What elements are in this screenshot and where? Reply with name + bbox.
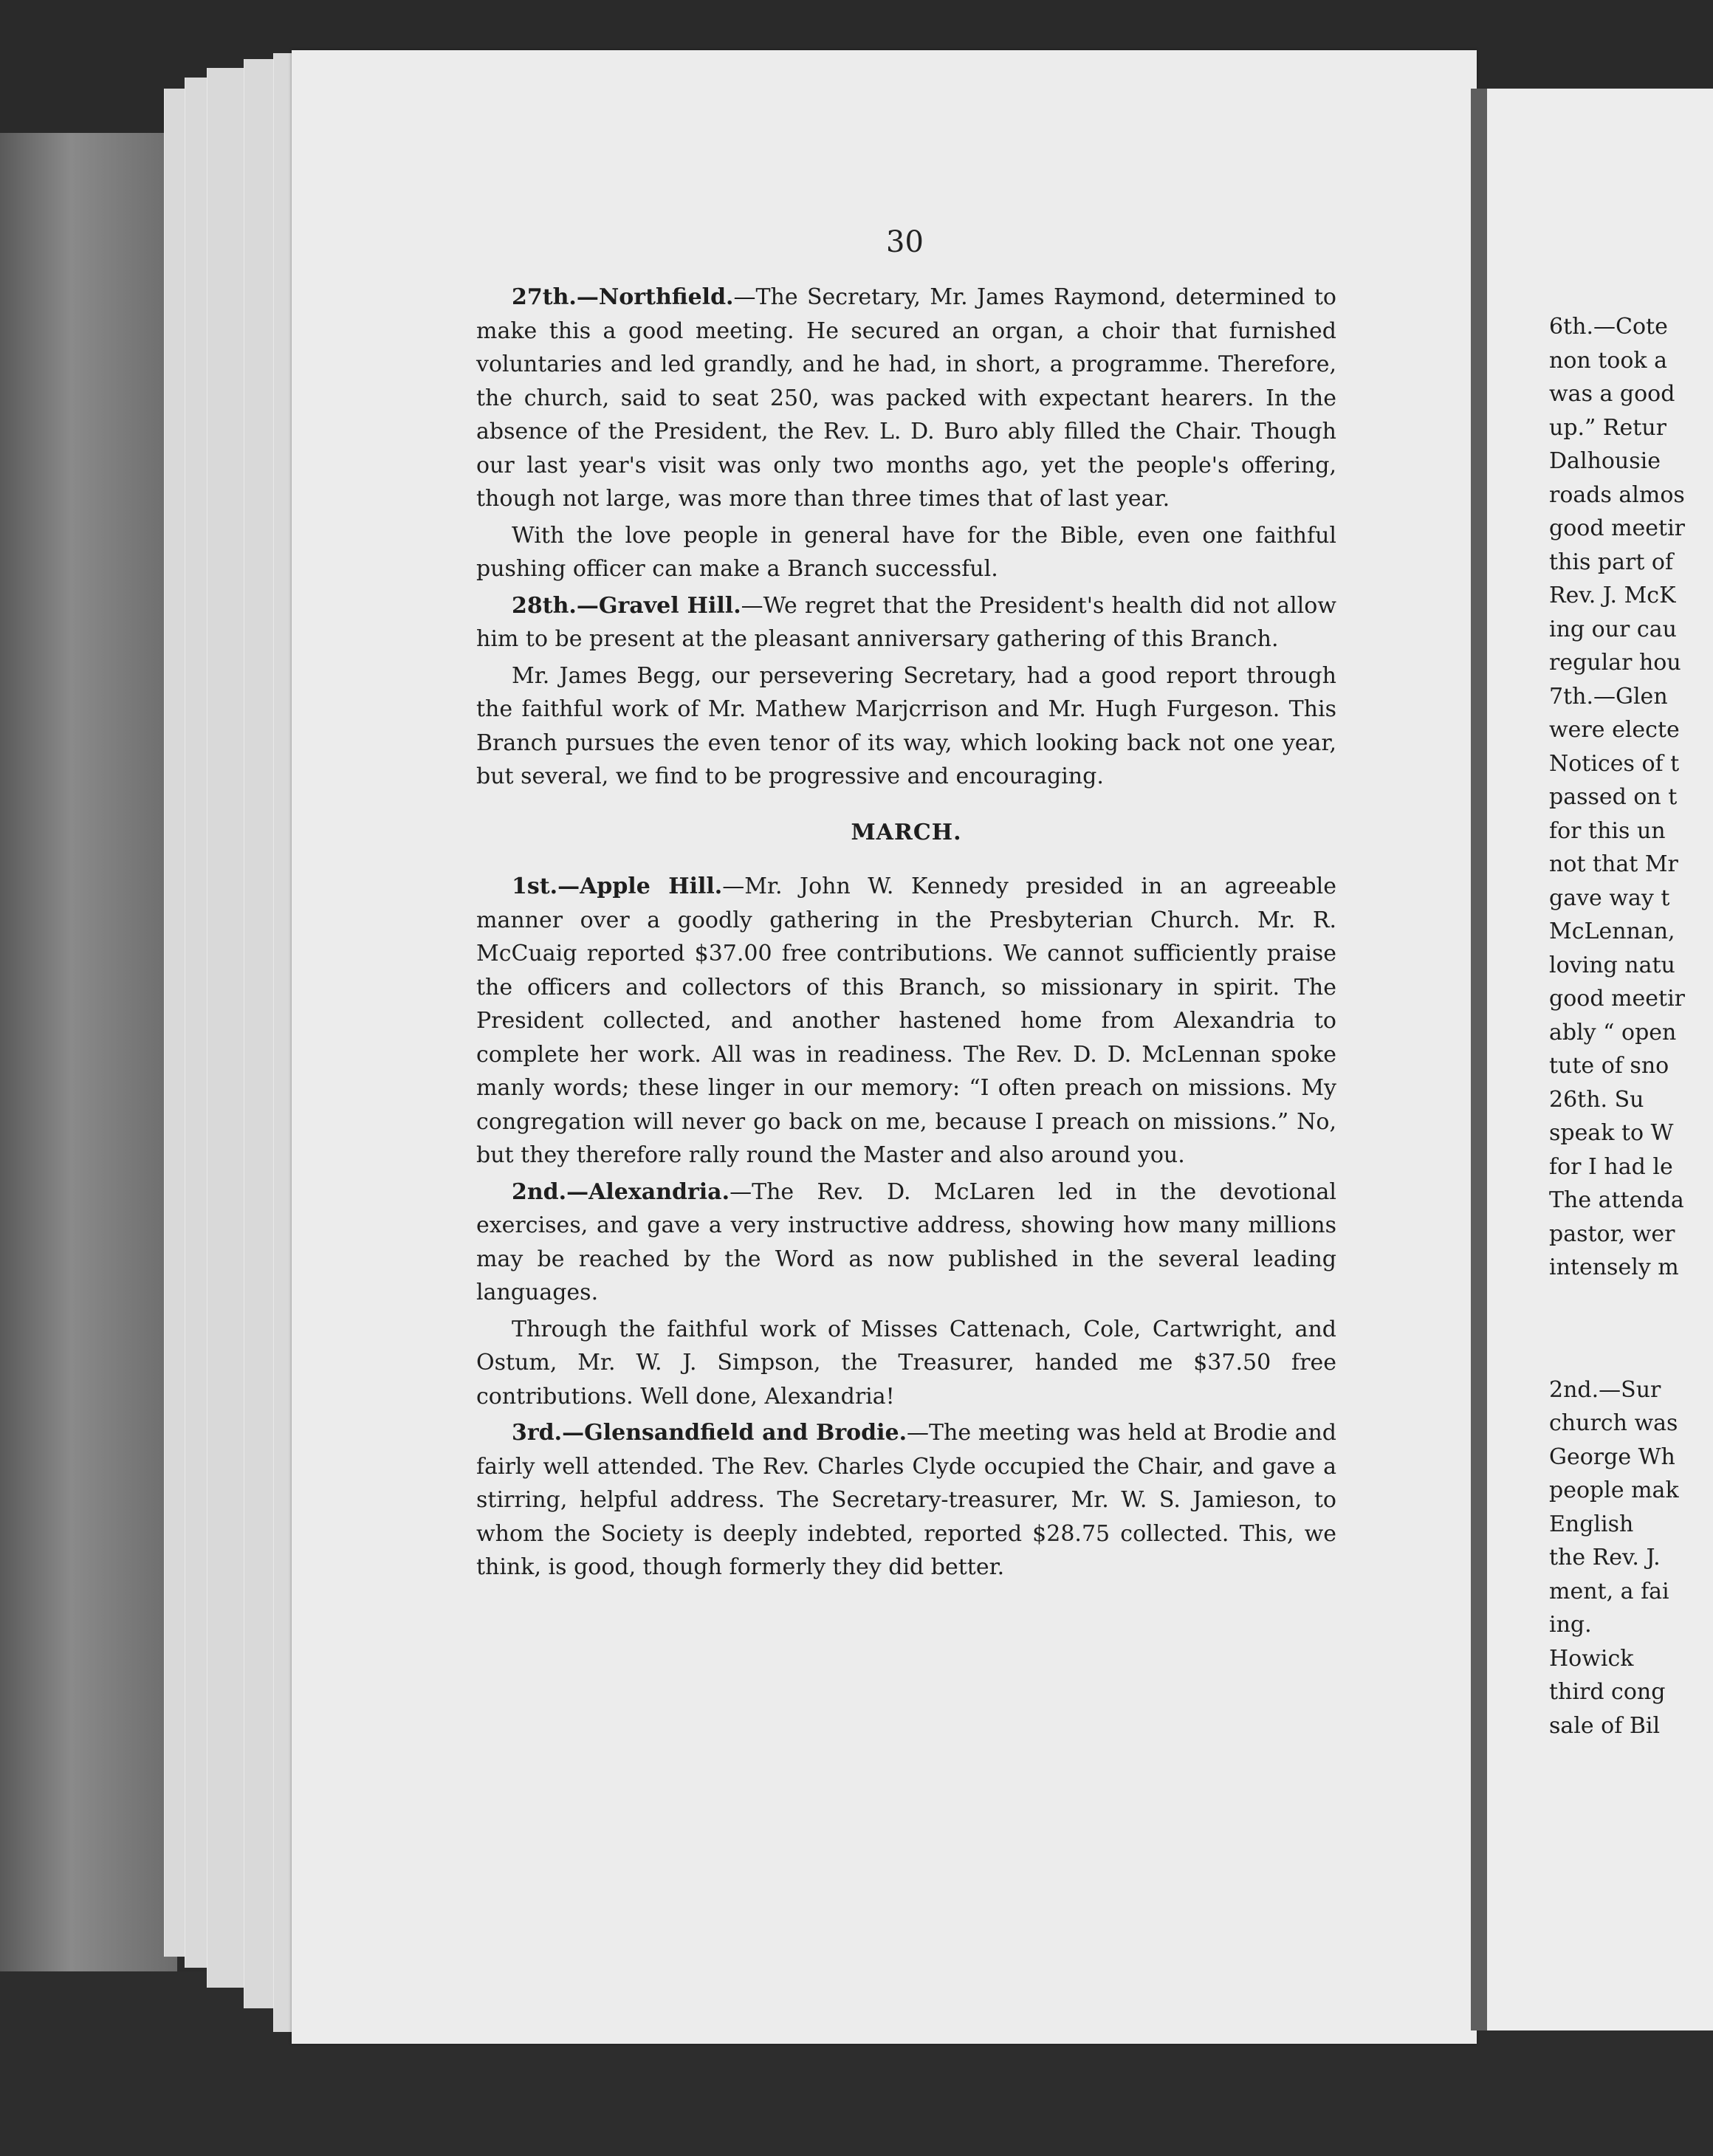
right-page-line: good meetir (1549, 986, 1686, 1012)
entry-text: —We regret that the President's health did not allow him to be present at the pleasant anniversary gathering of this Branch. (476, 592, 1336, 652)
right-page-line: Dalhousie (1549, 448, 1661, 474)
right-page-line: for I had le (1549, 1153, 1673, 1180)
entry-text: —The Secretary, Mr. James Raymond, determined to make this a good meeting. He secured an organ, a choir that furnished voluntaries and led grandly, and he had, in short, a programme. Therefore, the church, said to seat 250, was packed with expectant hearers. In the absence of the President, the Rev. L. D. Buro ably filled the Chair. Though our last year's visit was only two months ago, yet the people's offering, though not large, was more than three times that of last year. (476, 284, 1336, 512)
right-page-line: speak to W (1549, 1120, 1674, 1146)
right-page-line: for this un (1549, 817, 1666, 844)
right-page-text (1549, 310, 1713, 1743)
entry-heading: 1st.—Apple Hill. (512, 873, 723, 899)
right-page-line: 7th.—Glen (1549, 683, 1668, 710)
right-page-line: George Wh (1549, 1443, 1675, 1470)
right-page-line: Rev. J. McK (1549, 583, 1676, 608)
section-heading: MARCH. (851, 819, 962, 845)
entry-text: With the love people in general have for the Bible, even one faithful pushing officer can make a Branch successful. (476, 522, 1336, 582)
right-page-line: loving natu (1549, 952, 1675, 978)
right-page-line: not that Mr (1549, 851, 1678, 877)
paragraph (476, 659, 1336, 794)
right-page-line: non took a (1549, 347, 1668, 374)
entry-heading: 2nd.—Alexandria. (512, 1178, 730, 1205)
right-page-line: 26th. Su (1549, 1086, 1644, 1113)
page-number: 30 (886, 225, 924, 259)
right-page-line: English (1549, 1511, 1634, 1537)
right-page-line: Howick (1549, 1645, 1634, 1672)
right-page-line: 2nd.—Sur (1549, 1376, 1661, 1403)
entry-text: Through the faithful work of Misses Cattenach, Cole, Cartwright, and Ostum, Mr. W. J. Simpson, the Treasurer, handed me $37.50 free contributions. Well done, Alexandria! (476, 1316, 1336, 1410)
paragraph (476, 589, 1336, 656)
right-page-line: ing our cau (1549, 616, 1677, 642)
right-page-line: good meetir (1549, 515, 1686, 541)
entry-text: —The meeting was held at Brodie and fairly well attended. The Rev. Charles Clyde occupied the Chair, and gave a stirring, helpful address. The Secretary-treasurer, Mr. W. S. Jamieson, to whom the Society is deeply indebted, reported $28.75 collected. This, we think, is good, though formerly they did better. (476, 1420, 1336, 1580)
right-page-line: ably “ open (1549, 1019, 1677, 1046)
entry-heading: 28th.—Gravel Hill. (512, 592, 741, 619)
right-page-line: ment, a fai (1549, 1578, 1669, 1604)
right-page-line: this part of (1549, 549, 1674, 575)
entry-heading: 27th.—Northfield. (512, 284, 734, 310)
right-page-line: McLennan, (1549, 919, 1675, 944)
paragraph (476, 1175, 1336, 1310)
right-page-line: gave way t (1549, 885, 1670, 911)
paragraph (476, 1313, 1336, 1414)
right-page-line: church was (1549, 1410, 1678, 1436)
right-page-line: 6th.—Cote (1549, 314, 1668, 340)
right-page-line: was a good (1549, 381, 1675, 407)
background-cloth (0, 133, 177, 2156)
right-page-line: sale of Bil (1549, 1712, 1661, 1739)
right-page-line: were electe (1549, 717, 1680, 743)
spacer (1549, 1285, 1713, 1373)
paragraph (476, 1416, 1336, 1585)
right-page-line: ing. (1549, 1612, 1592, 1638)
entry-heading: 3rd.—Glensandfield and Brodie. (512, 1420, 907, 1446)
book-gutter (1471, 89, 1487, 2030)
right-page-line: regular hou (1549, 650, 1681, 676)
text-column (476, 281, 1336, 1587)
right-page-line: The attenda (1549, 1187, 1684, 1213)
right-page-line: the Rev. J. (1549, 1545, 1661, 1570)
paragraph (476, 870, 1336, 1173)
right-page-line: roads almos (1549, 481, 1685, 508)
right-page-line: people mak (1549, 1477, 1679, 1503)
paragraph (476, 281, 1336, 516)
paragraph (476, 519, 1336, 586)
right-page-line: third cong (1549, 1679, 1666, 1705)
right-page-line: intensely m (1549, 1254, 1679, 1280)
right-page-line: tute of sno (1549, 1053, 1669, 1079)
right-page-line: Notices of t (1549, 750, 1680, 777)
entry-text: —The Rev. D. McLaren led in the devotional exercises, and gave a very instructive address, showing how many millions may be reached by the Word as now published in the several leading languages. (476, 1178, 1336, 1305)
right-page-line: passed on t (1549, 784, 1678, 810)
entry-text: Mr. James Begg, our persevering Secretary, had a good report through the faithful work of Mr. Mathew Marjcrrison and Mr. Hugh Furgeson. This Branch pursues the even tenor of its way, which looking back not one year, but several, we find to be progressive and encouraging. (476, 662, 1336, 789)
right-page-line: up.” Retur (1549, 414, 1666, 441)
entry-text: —Mr. John W. Kennedy presided in an agreeable manner over a goodly gathering in the Presbyterian Church. Mr. R. McCuaig reported $37.00 free contributions. We cannot sufficiently praise the officers and collectors of this Branch, so missionary in spirit. The President collected, and another hastened home from Alexandria to complete her work. All was in readiness. The Rev. D. D. McLennan spoke manly words; these linger in our memory: “I often preach on missions. My congregation will never go back on me, because I preach on missions.” No, but they therefore rally round the Master and also around you. (476, 873, 1336, 1168)
right-page-line: pastor, wer (1549, 1221, 1675, 1247)
